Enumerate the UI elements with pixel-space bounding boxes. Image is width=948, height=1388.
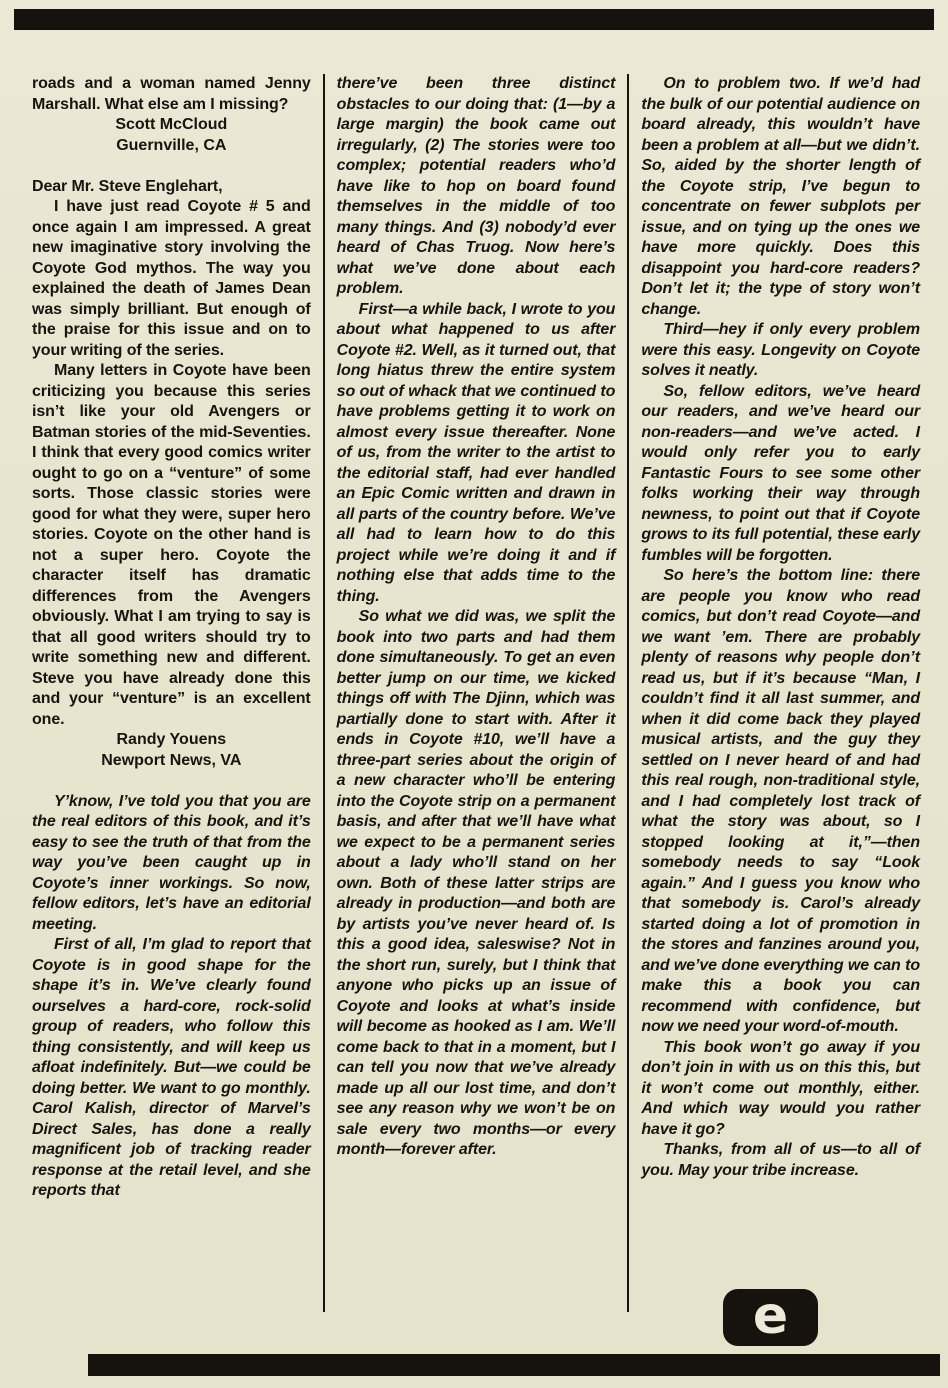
editor-response: So, fellow editors, we’ve heard our readers, and we’ve heard our non-readers—and we’ve acted. I would only refer you to early Fantastic Fours to see some other folks working their way through newness, to point out that if Coyote grows to its full potential, these early fumbles will be forgotten. <box>641 382 921 564</box>
epic-logo-letter: e <box>752 1285 789 1346</box>
editor-response: So what we did was, we split the book into two parts and had them done simultaneously. To get an even better jump on our time, we kicked things off with The Djinn, which was partially done to start with. After it ends in Coyote #10, we’ll have a three-part series about the origin of a new character who’ll be entering into the Coyote strip on a permanent basis, and after that we’ll have what we expect to be a permanent series about a lady who’ll stand on her own. Both of these latter strips are already in production—and both are by artists you’ve never heard of. Is this a good idea, saleswise? Not in the short run, surely, but I think that anyone who picks up an issue of Coyote and looks at what’s inside will become as hooked as I am. We’ll come back to that in a moment, but I can tell you now that we’ve already made up all our lost time, and don’t see any reason why we won’t be on sale every two months—or every month—forever after. <box>336 608 616 1158</box>
letters-columns <box>28 72 924 1314</box>
letter-signature <box>32 730 311 771</box>
editor-response: Thanks, from all of us—to all of you. May your tribe increase. <box>641 1141 921 1179</box>
letter-continuation: roads and a woman named Jenny Marshall. What else am I missing? <box>32 75 311 113</box>
editor-response: First—a while back, I wrote to you about what happened to us after Coyote #2. Well, as it turned out, that long hiatus threw the entire system so out of whack that we continued to have problems getting it to work on almost every issue thereafter. None of us, from the writer to the artist to the editorial staff, had ever handled an Epic Comic written and drawn in all parts of the country before. We’ve all had to learn how to do this project while we’re doing it and if nothing else that adds time to the thing. <box>336 300 616 605</box>
signature-line: Scott McCloud <box>115 116 228 133</box>
top-border-bar <box>14 9 934 30</box>
column-1 <box>28 72 323 1314</box>
editor-response: Y’know, I’ve told you that you are the real editors of this book, and it’s easy to see the truth of that from the way you’ve been caught up in Coyote’s inner workings. So now, fellow editors, let’s have an editorial meeting. <box>32 792 311 933</box>
signature-line: Newport News, VA <box>101 751 242 769</box>
editor-response: First of all, I’m glad to report that Coyote is in good shape for the shape it’s in. We’ve clearly found ourselves a hard-core, rock-solid group of readers, who follow this thing consistently, and will keep us afloat indefinitely. But—we could be doing better. We want to go monthly. Carol Kalish, director of Marvel’s Direct Sales, has done a really magnificent job of tracking reader response at the retail level, and she reports that <box>32 936 311 1199</box>
paragraph: Many letters in Coyote have been criticizing you because this series isn’t like your old Avengers or Batman stories of the mid-Seventies. I think that every good comics writer ought to go on a “venture” of some sorts. Those classic stories were good for what they were, super hero stories. Coyote on the other hand is not a super hero. Coyote the character itself has dramatic differences from the Avengers obviously. What I am trying to say is that all good writers should try to write something new and different. Steve you have already done this and your “venture” is an excellent one. <box>32 362 311 728</box>
editor-response: Third—hey if only every problem were this easy. Longevity on Coyote solves it neatly. <box>641 321 921 379</box>
editor-response: On to problem two. If we’d had the bulk of our potential audience on board already, this wouldn’t have been a problem at all—but we didn’t. So, aided by the shorter length of the Coyote strip, I’ve begun to concentrate on fewer subplots per issue, and on tying up the ones we have more quickly. Does this disappoint you hard-core readers? Don’t let it; the type of story won’t change. <box>641 75 921 318</box>
epic-logo <box>723 1285 818 1346</box>
column-3 <box>629 72 924 1314</box>
salutation: Dear Mr. Steve Englehart, <box>32 177 223 195</box>
bottom-border-bar <box>88 1354 940 1376</box>
signature-line: Randy Youens <box>116 731 227 748</box>
signature-line: Guernville, CA <box>116 136 227 154</box>
editor-response: This book won’t go away if you don’t join in with us on this this, but it won’t come out monthly, either. And which way would you rather have it go? <box>641 1038 921 1138</box>
editor-response: So here’s the bottom line: there are people you know who read comics, but don’t read Coyote—and we want ’em. There are probably plenty of reasons why people don’t read us, but if it’s because “Man, I couldn’t find it all last summer, and when it did come back they played musical artists, and the guy they settled on I never heard of and had this real rough, non-traditional style, and I had completely lost track of what the story was about, so I stopped looking at it,”—then somebody needs to say “Look again.” And I guess you know who that somebody is. Carol’s already started doing a lot of promotion in the stores and fanzines around you, and we’ve done everything we can to make this a book you can recommend with confidence, but now we need your word-of-mouth. <box>641 567 921 1035</box>
letter-signature <box>32 115 311 156</box>
column-2 <box>325 72 628 1314</box>
paragraph: I have just read Coyote # 5 and once again I am impressed. A great new imaginative story involving the Coyote God mythos. The way you explained the death of James Dean was simply brilliant. But enough of the praise for this issue and on to your writing of the series. <box>32 198 311 359</box>
editor-response: there’ve been three distinct obstacles to our doing that: (1—by a large margin) the book came out irregularly, (2) The stories were too complex; potential readers who’d have like to hop on board found themselves in the middle of too many things. And (3) nobody’d ever heard of Chas Truog. Now here’s what we’ve done about each problem. <box>336 75 616 297</box>
